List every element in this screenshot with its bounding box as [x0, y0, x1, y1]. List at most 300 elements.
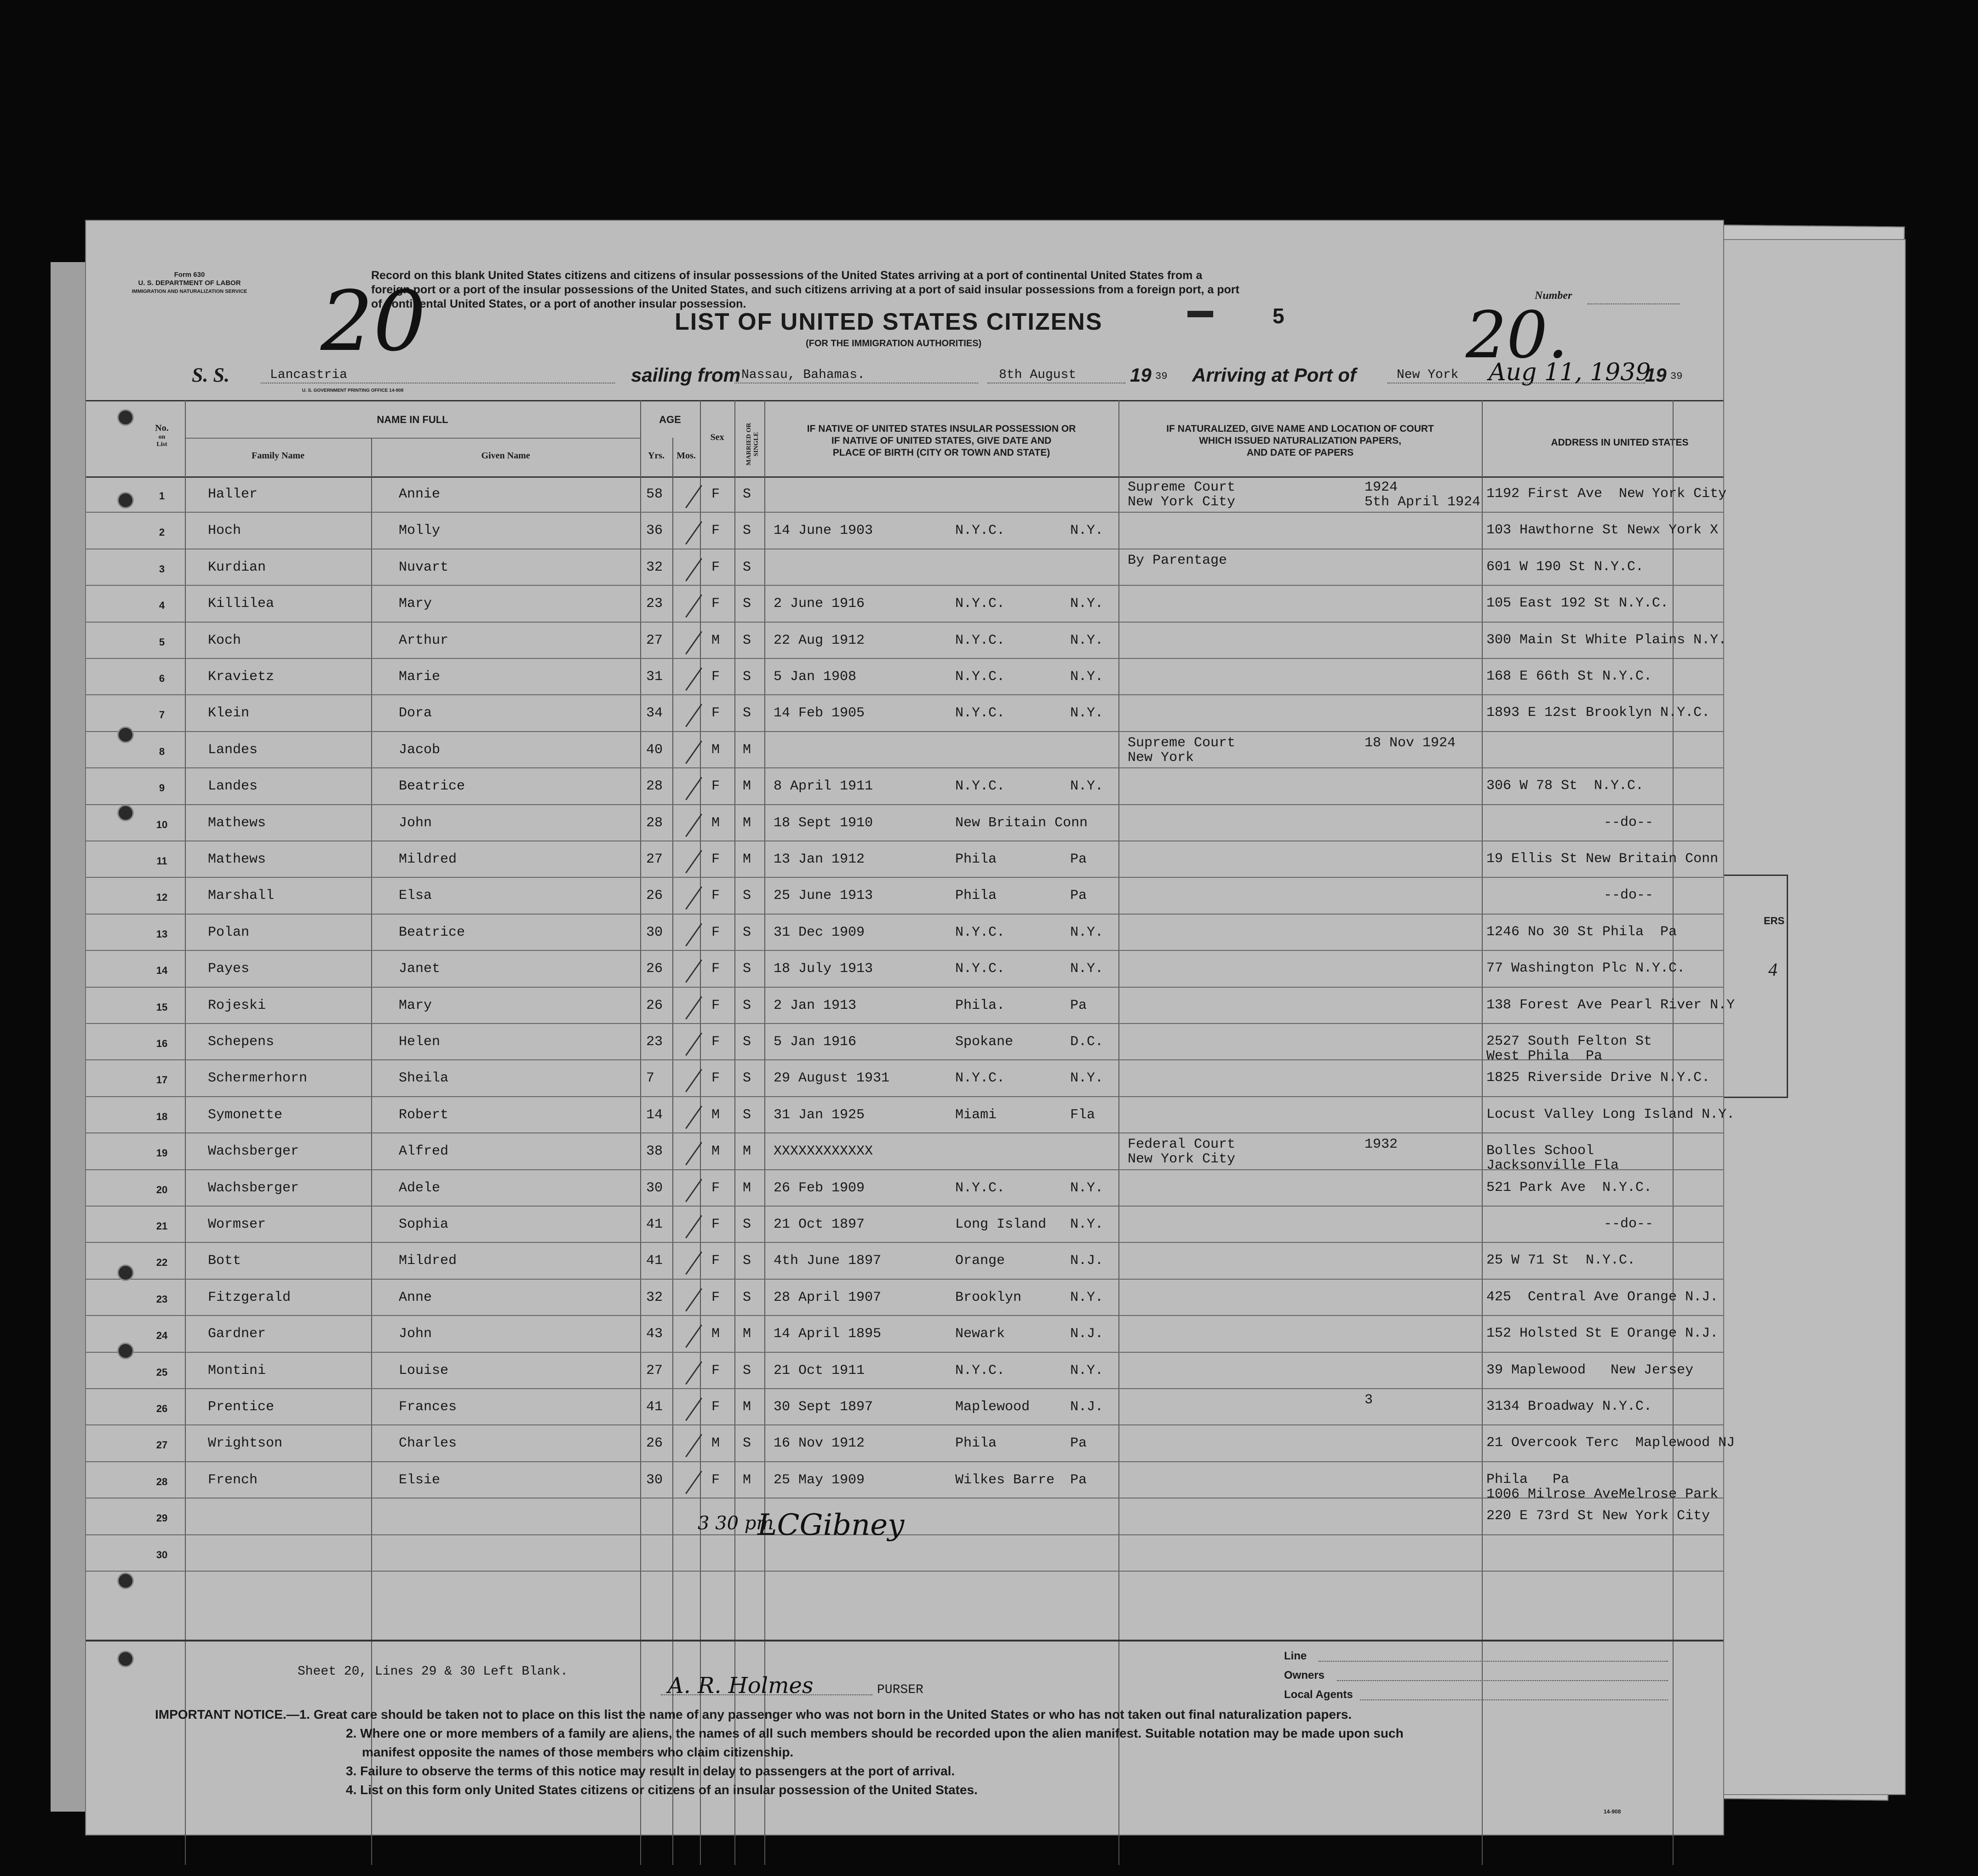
age-years-cell: 26: [646, 888, 663, 904]
family-name-cell: Schepens: [208, 1034, 275, 1050]
row-number-cell: 24: [156, 1330, 168, 1342]
check-mark: [685, 1178, 702, 1202]
page-subtitle: (FOR THE IMMIGRATION AUTHORITIES): [806, 338, 982, 349]
given-name-cell: John: [399, 1326, 432, 1342]
marital-status-cell: S: [743, 1217, 751, 1232]
birth-state-cell: N.Y.: [1070, 1289, 1104, 1305]
sex-cell: F: [711, 705, 720, 721]
check-mark: [685, 521, 702, 545]
family-name-cell: Mathews: [208, 815, 266, 831]
court-date-cell: 1924 5th April 1924: [1365, 480, 1481, 510]
check-mark: [685, 813, 702, 837]
table-bottom-rule: [86, 1640, 1723, 1642]
given-name-cell: Beatrice: [399, 924, 465, 940]
punch-hole: [117, 1343, 134, 1359]
row-number-cell: 23: [156, 1293, 168, 1305]
check-mark: [685, 996, 702, 1019]
birth-date-cell: XXXXXXXXXXXX: [774, 1144, 873, 1160]
birth-date-cell: 18 Sept 1910: [774, 815, 873, 831]
row-number-cell: 15: [156, 1001, 168, 1013]
birth-state-cell: N.Y.: [1070, 632, 1104, 648]
table-row: [86, 1499, 1723, 1535]
given-name-cell: Dora: [399, 705, 432, 721]
birth-place-cell: N.Y.C.: [955, 1070, 1005, 1087]
table-row: [86, 1060, 1723, 1097]
check-mark: [685, 960, 702, 983]
birth-place-cell: Phila: [955, 852, 997, 867]
notice-item: —1. Great care should be taken not to place on this list the name of any passenger who was not born in the United States or who has not taken out final naturalization papers.: [286, 1707, 1352, 1722]
court-cell: Supreme Court New York: [1128, 735, 1236, 766]
intro-line: of continental United States, or a port of another insular possession.: [371, 297, 746, 310]
service: IMMIGRATION AND NATURALIZATION SERVICE: [132, 289, 247, 294]
birth-date-cell: 16 Nov 1912: [774, 1436, 865, 1452]
col-naturalized-header: [1118, 423, 1482, 459]
table-top-rule: [86, 400, 1723, 401]
owners-field: [1337, 1680, 1668, 1681]
check-mark: [685, 1215, 702, 1239]
given-name-cell: Nuvart: [399, 559, 449, 575]
birth-place-cell: N.Y.C.: [955, 1180, 1005, 1196]
marital-status-cell: M: [743, 1180, 751, 1196]
address-cell: 220 E 73rd St New York City: [1486, 1508, 1710, 1524]
birth-state-cell: N.Y.: [1070, 778, 1104, 795]
back-sheet-edge: [1711, 239, 1906, 1795]
sex-cell: F: [711, 1289, 720, 1305]
row-number-cell: 10: [156, 818, 168, 830]
given-name-cell: Frances: [399, 1399, 457, 1415]
header-text: on: [158, 434, 166, 440]
arrival-date-handwritten: Aug 11, 1939: [1489, 359, 1651, 386]
table-row: [86, 476, 1727, 513]
given-name-cell: Mildred: [399, 852, 457, 867]
age-years-cell: 27: [646, 852, 663, 867]
court-date-cell: 18 Nov 1924: [1365, 735, 1456, 751]
sex-cell: F: [711, 523, 720, 539]
birth-date-cell: 31 Jan 1925: [774, 1107, 865, 1123]
row-number-cell: 21: [156, 1220, 168, 1232]
check-mark: [685, 668, 702, 691]
marital-status-cell: S: [743, 1436, 751, 1452]
agents-label: Local Agents: [1284, 1688, 1353, 1701]
age-years-cell: 40: [646, 742, 663, 758]
marital-status-cell: M: [743, 1399, 751, 1415]
birth-place-cell: Long Island: [955, 1217, 1047, 1232]
address-cell: Phila Pa 1006 Milrose AveMelrose Park: [1486, 1471, 1719, 1502]
given-name-cell: Adele: [399, 1180, 441, 1196]
back-sheet-box: [1721, 875, 1788, 1098]
table-row: [86, 951, 1723, 988]
birth-state-cell: N.Y.: [1070, 1180, 1104, 1196]
check-mark: [685, 1288, 702, 1311]
birth-date-cell: 29 August 1931: [774, 1070, 890, 1087]
header-text: IF NATIVE OF UNITED STATES, GIVE DATE AND: [831, 435, 1052, 446]
birth-place-cell: Maplewood: [955, 1399, 1030, 1415]
printer-code: 14-908: [1604, 1808, 1621, 1815]
marital-status-cell: S: [743, 1253, 751, 1269]
purser-line: [661, 1694, 872, 1695]
table-row: [86, 768, 1723, 805]
birth-date-cell: 2 Jan 1913: [774, 997, 857, 1013]
number-field: [1588, 303, 1680, 304]
check-mark: [685, 1069, 702, 1092]
birth-date-cell: 25 May 1909: [774, 1472, 865, 1488]
given-name-cell: Helen: [399, 1034, 441, 1050]
table-row: [86, 1133, 1723, 1174]
marital-status-cell: S: [743, 1362, 751, 1378]
address-cell: 601 W 190 St N.Y.C.: [1486, 559, 1644, 575]
table-row: [86, 513, 1723, 549]
header-text: No.: [155, 423, 169, 433]
row-number-cell: 11: [156, 855, 167, 867]
row-number-cell: 14: [156, 965, 168, 977]
marital-status-cell: S: [743, 888, 751, 904]
sailing-from-label: sailing from: [631, 364, 741, 386]
age-years-cell: 28: [646, 815, 663, 831]
address-cell: 168 E 66th St N.Y.C.: [1486, 669, 1652, 684]
birth-state-cell: Pa: [1070, 997, 1087, 1013]
table-row: [86, 988, 1735, 1024]
family-name-cell: Kravietz: [208, 669, 275, 685]
family-name-cell: Marshall: [208, 888, 275, 904]
address-cell: 138 Forest Ave Pearl River N.Y: [1486, 997, 1735, 1013]
sex-cell: M: [711, 1107, 720, 1123]
marital-status-cell: S: [743, 486, 751, 502]
punch-hole: [117, 1651, 134, 1667]
row-number-cell: 26: [156, 1403, 168, 1414]
sex-cell: F: [711, 1472, 720, 1488]
age-years-cell: 32: [646, 559, 663, 575]
family-name-cell: Wachsberger: [208, 1144, 299, 1160]
given-name-cell: Mary: [399, 997, 432, 1013]
address-cell: 2527 South Felton St West Phila Pa: [1486, 1034, 1652, 1064]
sex-cell: M: [711, 742, 720, 758]
sex-cell: F: [711, 669, 720, 685]
table-row: [86, 1280, 1723, 1316]
given-name-cell: Anne: [399, 1289, 432, 1305]
birth-place-cell: Phila: [955, 888, 997, 904]
check-mark: [685, 850, 702, 874]
family-name-cell: Rojeski: [208, 997, 266, 1013]
family-name-cell: Klein: [208, 705, 250, 721]
table-row: [86, 623, 1727, 659]
birth-date-cell: 14 April 1895: [774, 1326, 882, 1342]
family-name-cell: Wrightson: [208, 1436, 283, 1452]
col-given-header: Given Name: [481, 451, 530, 461]
birth-state-cell: N.Y.: [1070, 1362, 1104, 1378]
agents-field: [1360, 1699, 1668, 1700]
sheet-note: Sheet 20, Lines 29 & 30 Left Blank.: [298, 1664, 568, 1679]
col-no-header: [141, 423, 183, 448]
sex-cell: F: [711, 1180, 720, 1196]
table-row: [86, 841, 1723, 878]
address-cell: 77 Washington Plc N.Y.C.: [1486, 961, 1686, 977]
birth-date-cell: 21 Oct 1897: [774, 1217, 865, 1232]
check-mark: [685, 704, 702, 727]
age-years-cell: 41: [646, 1253, 663, 1269]
birth-state-cell: N.J.: [1070, 1326, 1104, 1342]
check-mark: [685, 1105, 702, 1129]
marital-status-cell: M: [743, 742, 751, 758]
col-family-header: Family Name: [252, 451, 304, 461]
court-cell: By Parentage: [1128, 552, 1227, 568]
intro-line: foreign port or a port of the insular possessions of the United States, and such citizens arriving at a port of said insular possessions from a foreign port, a port: [371, 283, 1239, 296]
birth-state-cell: D.C.: [1070, 1034, 1104, 1050]
address-cell: 1893 E 12st Brooklyn N.Y.C.: [1486, 705, 1710, 721]
sex-cell: M: [711, 1144, 720, 1160]
birth-state-cell: N.J.: [1070, 1399, 1104, 1415]
marital-status-cell: S: [743, 1289, 751, 1305]
address-cell: 21 Overcook Terc Maplewood NJ: [1486, 1435, 1735, 1451]
row-number-cell: 27: [156, 1439, 168, 1451]
form-number: Form 630: [174, 271, 205, 279]
family-name-cell: Symonette: [208, 1107, 283, 1123]
sex-cell: F: [711, 961, 720, 977]
marital-status-cell: S: [743, 997, 751, 1013]
punch-hole: [117, 1264, 134, 1281]
birth-place-cell: Brooklyn: [955, 1289, 1022, 1305]
birth-date-cell: 26 Feb 1909: [774, 1180, 865, 1196]
birth-date-cell: 5 Jan 1908: [774, 669, 857, 685]
family-name-cell: Haller: [208, 486, 258, 502]
arriving-label: Arriving at Port of: [1192, 364, 1357, 386]
sex-cell: F: [711, 997, 720, 1013]
ss-label: S. S.: [192, 364, 229, 386]
table-row: [86, 1207, 1723, 1243]
name-header-rule: [185, 438, 640, 439]
year-2: 39: [1670, 371, 1683, 382]
birth-place-cell: N.Y.C.: [955, 632, 1005, 648]
sex-cell: M: [711, 815, 720, 831]
age-years-cell: 31: [646, 669, 663, 685]
row-number-cell: 2: [159, 526, 165, 538]
age-years-cell: 26: [646, 961, 663, 977]
given-name-cell: Jacob: [399, 742, 441, 758]
table-row: [86, 586, 1723, 623]
check-mark: [685, 1033, 702, 1056]
col-married-header: MARRIED OR SINGLE: [745, 423, 760, 466]
sex-cell: F: [711, 596, 720, 612]
family-name-cell: Schermerhorn: [208, 1070, 308, 1087]
punch-hole: [117, 1573, 134, 1589]
handwritten-sheet-number: 20: [321, 274, 426, 370]
manifest-page: [85, 220, 1735, 1836]
punch-hole: [117, 726, 134, 743]
row-number-cell: 9: [159, 782, 165, 794]
address-cell: 39 Maplewood New Jersey: [1486, 1362, 1694, 1378]
marital-status-cell: M: [743, 815, 751, 831]
sex-cell: M: [711, 1326, 720, 1342]
table-row: [86, 549, 1723, 586]
table-row: [86, 1353, 1723, 1390]
sex-cell: F: [711, 1399, 720, 1415]
birth-date-cell: 30 Sept 1897: [774, 1399, 873, 1415]
given-name-cell: Annie: [399, 486, 441, 502]
family-name-cell: Landes: [208, 742, 258, 758]
marital-status-cell: S: [743, 1070, 751, 1087]
birth-state-cell: N.Y.: [1070, 1070, 1104, 1087]
important-notice: [155, 1705, 1673, 1799]
row-number-cell: 5: [159, 636, 165, 648]
header-text: IF NATIVE OF UNITED STATES INSULAR POSSESSION OR: [807, 423, 1076, 434]
birth-place-cell: Spokane: [955, 1034, 1014, 1050]
header-text: WHICH ISSUED NATURALIZATION PAPERS,: [1199, 435, 1401, 446]
notice-item: manifest opposite the names of those members who claim citizenship.: [362, 1745, 794, 1759]
table-row: [86, 1316, 1723, 1353]
sex-cell: F: [711, 1217, 720, 1232]
header-text: AND DATE OF PAPERS: [1246, 447, 1354, 458]
birth-date-cell: 14 June 1903: [774, 523, 873, 539]
birth-date-cell: 22 Aug 1912: [774, 632, 865, 648]
check-mark: [685, 887, 702, 910]
sex-cell: F: [711, 486, 720, 502]
table-row: [86, 1425, 1735, 1462]
family-name-cell: Landes: [208, 778, 258, 795]
birth-date-cell: 2 June 1916: [774, 596, 865, 612]
birth-date-cell: 21 Oct 1911: [774, 1362, 865, 1378]
table-row: [86, 1243, 1723, 1280]
address-cell: Locust Valley Long Island N.Y.: [1486, 1106, 1735, 1122]
birth-date-cell: 25 June 1913: [774, 888, 873, 904]
age-years-cell: 38: [646, 1144, 663, 1160]
marital-status-cell: S: [743, 669, 751, 685]
notice-label: IMPORTANT NOTICE.: [155, 1707, 287, 1722]
birth-place-cell: N.Y.C.: [955, 669, 1005, 685]
birth-place-cell: Orange: [955, 1253, 1005, 1269]
row-number-cell: 13: [156, 928, 168, 940]
address-cell: --do--: [1604, 814, 1654, 830]
given-name-cell: Elsa: [399, 888, 432, 904]
birth-state-cell: Pa: [1070, 888, 1087, 904]
intro-line: Record on this blank United States citizens and citizens of insular possessions of the United States arriving at a port of continental United States from a: [371, 269, 1203, 282]
row-number-cell: 25: [156, 1366, 168, 1378]
birth-place-cell: Phila.: [955, 997, 1005, 1013]
table-row: [86, 659, 1723, 696]
marital-status-cell: M: [743, 1472, 751, 1488]
family-name-cell: French: [208, 1472, 258, 1488]
line-field: [1319, 1661, 1668, 1662]
check-mark: [685, 485, 702, 509]
page-title: LIST OF UNITED STATES CITIZENS: [675, 309, 1103, 335]
birth-state-cell: N.Y.: [1070, 1217, 1104, 1232]
table-row: [86, 1535, 1723, 1572]
inspector-signature: LCGibney: [757, 1508, 905, 1542]
table-row: [86, 732, 1723, 769]
table-row: [86, 1097, 1735, 1134]
birth-state-cell: N.Y.: [1070, 596, 1104, 612]
check-mark: [685, 1361, 702, 1384]
birth-place-cell: N.Y.C.: [955, 961, 1005, 977]
row-number-cell: 1: [159, 490, 165, 502]
age-years-cell: 27: [646, 632, 663, 648]
family-name-cell: Gardner: [208, 1326, 266, 1342]
family-name-cell: Killilea: [208, 596, 275, 612]
intro-text: [371, 269, 1548, 311]
row-number-cell: 6: [159, 673, 165, 684]
age-years-cell: 23: [646, 1034, 663, 1050]
sailing-date: 8th August: [999, 368, 1077, 382]
birth-state-cell: N.Y.: [1070, 705, 1104, 721]
arrival-port: New York: [1397, 368, 1459, 382]
sex-cell: F: [711, 1362, 720, 1378]
address-cell: --do--: [1604, 1216, 1654, 1232]
marital-status-cell: S: [743, 596, 751, 612]
given-name-cell: Robert: [399, 1107, 449, 1123]
table-row: [86, 1024, 1723, 1064]
address-cell: 1246 No 30 St Phila Pa: [1486, 924, 1677, 940]
notice-item: 4. List on this form only United States citizens or citizens of an insular possession of the United States.: [346, 1783, 978, 1797]
row-number-cell: 12: [156, 892, 168, 904]
list-marker: 5: [1273, 304, 1284, 328]
birth-place-cell: Wilkes Barre: [955, 1472, 1055, 1488]
given-name-cell: Janet: [399, 961, 441, 977]
handwritten-sheet-number-right: 20.: [1466, 298, 1568, 373]
check-mark: [685, 1252, 702, 1275]
table-row: [86, 915, 1723, 951]
handwritten-time: 3 30 pm: [698, 1513, 774, 1534]
marital-status-cell: M: [743, 778, 751, 795]
marital-status-cell: M: [743, 1144, 751, 1160]
row-number-cell: 20: [156, 1184, 168, 1195]
header-text: List: [156, 441, 167, 448]
age-years-cell: 27: [646, 1362, 663, 1378]
birth-place-cell: N.Y.C.: [955, 523, 1005, 539]
given-name-cell: Sophia: [399, 1217, 449, 1232]
birth-state-cell: Pa: [1070, 1472, 1087, 1488]
age-years-cell: 41: [646, 1399, 663, 1415]
family-name-cell: Montini: [208, 1362, 266, 1378]
address-cell: 25 W 71 St N.Y.C.: [1486, 1253, 1636, 1269]
birth-place-cell: Miami: [955, 1107, 997, 1123]
table-row: [86, 878, 1723, 915]
number-label: Number: [1535, 290, 1572, 302]
family-name-cell: Koch: [208, 632, 241, 648]
age-years-cell: 7: [646, 1070, 655, 1087]
age-years-cell: 14: [646, 1107, 663, 1123]
address-cell: 521 Park Ave N.Y.C.: [1486, 1179, 1652, 1195]
family-name-cell: Bott: [208, 1253, 241, 1269]
purser-label: PURSER: [877, 1683, 923, 1697]
given-name-cell: Elsie: [399, 1472, 441, 1488]
sex-cell: F: [711, 778, 720, 795]
birth-date-cell: 18 July 1913: [774, 961, 873, 977]
birth-place-cell: N.Y.C.: [955, 705, 1005, 721]
punch-hole: [117, 492, 134, 509]
birth-state-cell: Pa: [1070, 852, 1087, 867]
birth-state-cell: N.Y.: [1070, 924, 1104, 940]
row-number-cell: 3: [159, 563, 165, 575]
table-row: [86, 1170, 1723, 1207]
given-name-cell: Molly: [399, 523, 441, 539]
given-name-cell: Charles: [399, 1436, 457, 1452]
birth-place-cell: N.Y.C.: [955, 596, 1005, 612]
family-name-cell: Hoch: [208, 523, 241, 539]
birth-state-cell: N.J.: [1070, 1253, 1104, 1269]
age-years-cell: 26: [646, 1436, 663, 1452]
marital-status-cell: S: [743, 705, 751, 721]
birth-place-cell: N.Y.C.: [955, 778, 1005, 795]
address-cell: 300 Main St White Plains N.Y.: [1486, 632, 1727, 648]
birth-date-cell: 28 April 1907: [774, 1289, 882, 1305]
table-row: [86, 805, 1723, 842]
family-name-cell: Payes: [208, 961, 250, 977]
marital-status-cell: S: [743, 523, 751, 539]
row-number-cell: 30: [156, 1549, 168, 1561]
col-address-header: ADDRESS IN UNITED STATES: [1551, 437, 1689, 448]
list-marker-box: [1187, 311, 1213, 317]
age-years-cell: 58: [646, 486, 663, 502]
line-label: Line: [1284, 1650, 1307, 1662]
given-name-cell: Mary: [399, 596, 432, 612]
